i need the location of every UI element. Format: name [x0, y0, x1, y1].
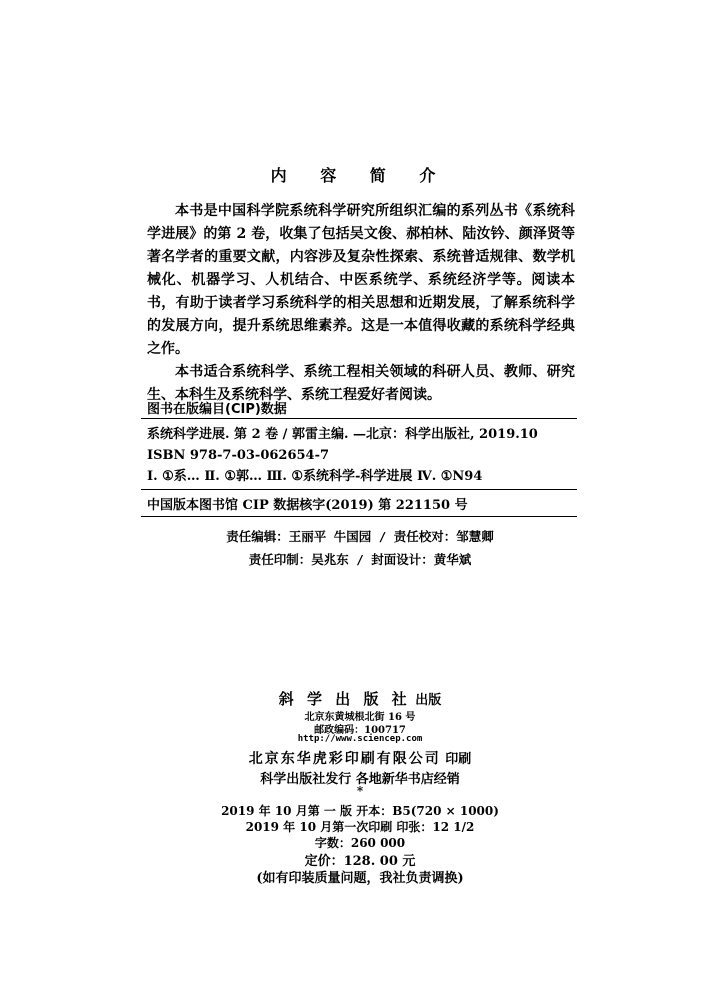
cip-record-number: 中国版本图书馆 CIP 数据核字(2019) 第 221150 号 [147, 498, 468, 513]
printer-name: 北京东华虎彩印刷有限公司 [248, 751, 441, 767]
cip-top-rule [141, 418, 577, 419]
word-count: 字数：260 000 [314, 836, 406, 850]
cip-record [147, 424, 577, 487]
printing-info: 2019 年 10 月第一次印刷 印张：12 1/2 [245, 820, 475, 834]
cip-heading: 图书在版编目(CIP)数据 [147, 402, 287, 417]
publisher-address: 北京东黄城根北街 16 号 [304, 712, 416, 723]
quality-note: (如有印装质量问题，我社负责调换) [256, 871, 464, 886]
page-title: 内 容 简 介 [270, 166, 450, 185]
distribution-line: 科学出版社发行 各地新华书店经销 [260, 772, 460, 787]
production-credits: 责任印制：吴兆东 / 封面设计：黄华斌 [248, 552, 472, 567]
summary-section [147, 200, 575, 407]
publisher-line [0, 688, 720, 709]
cip-line-title: 系统科学进展. 第 2 卷 / 郭雷主编. —北京：科学出版社, 2019.10 [147, 427, 538, 442]
separator-star: * [356, 784, 364, 798]
cip-line-isbn: ISBN 978-7-03-062654-7 [147, 448, 330, 463]
summary-paragraph-2: 本书适合系统科学、系统工程相关领域的科研人员、教师、研究生、本科生及系统科学、系统工程爱好者阅读。 [147, 364, 575, 403]
printer-suffix: 印刷 [445, 752, 472, 767]
publisher-url: http://www.sciencep.com [297, 734, 423, 744]
summary-paragraph-1: 本书是中国科学院系统科学研究所组织汇编的系列丛书《系统科学进展》的第 2 卷，收集了包括吴文俊、郝柏林、陆汝钤、颜泽贤等著名学者的重要文献，内容涉及复杂性探索、系统普适规律、数学机械化、机器学习、人机结合、中医系统学、系统经济学等。阅读本书，有助于读者学习系统科学的相关思想和近期发展，了解系统科学的发展方向，提升系统思维素养。这是一本值得收藏的系统科学经典之作。 [147, 203, 575, 357]
cip-bottom-rule [141, 516, 577, 517]
cip-line-classification: Ⅰ. ①系… Ⅱ. ①郭… Ⅲ. ①系统科学-科学进展 Ⅳ. ①N94 [147, 469, 483, 484]
printer-line [0, 748, 720, 768]
edition-info: 2019 年 10 月第 一 版 开本：B5(720 × 1000) [221, 804, 499, 818]
publisher-suffix: 出版 [415, 693, 442, 708]
publisher-name: 斜 学 出 版 社 [278, 690, 411, 708]
publisher-postcode: 邮政编码：100717 [314, 725, 406, 736]
price: 定价：128. 00 元 [304, 854, 416, 869]
cip-middle-rule [141, 489, 577, 490]
editor-credits: 责任编辑：王丽平 牛国园 / 责任校对：邹慧卿 [226, 529, 494, 544]
